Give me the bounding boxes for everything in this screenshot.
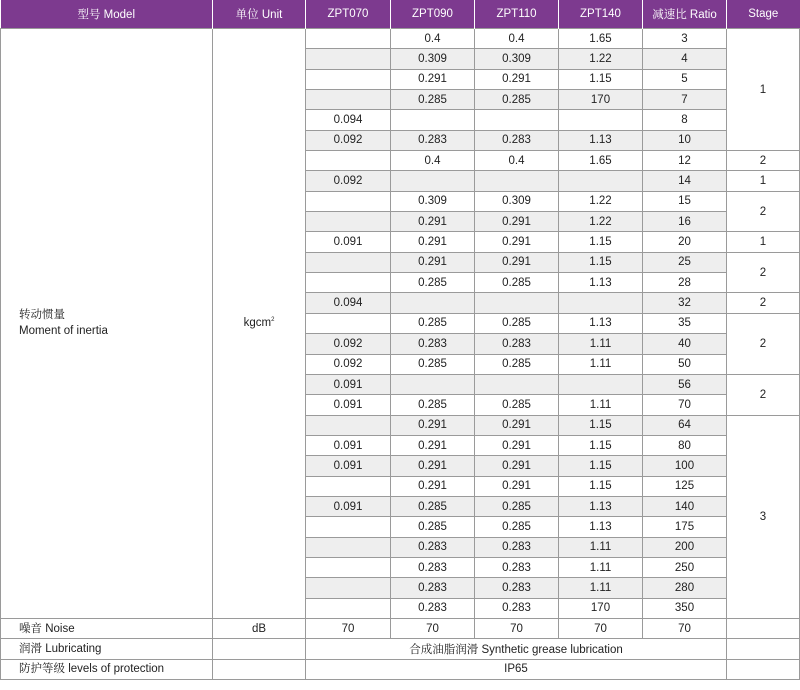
- cell-zpt140: 1.15: [559, 456, 643, 476]
- cell-zpt140: [559, 293, 643, 313]
- cell-zpt070: [306, 557, 391, 577]
- noise-zpt090: 70: [391, 618, 475, 638]
- cell-zpt070: 0.092: [306, 354, 391, 374]
- cell-zpt140: 1.11: [559, 334, 643, 354]
- cell-zpt110: 0.285: [475, 395, 559, 415]
- cell-zpt140: 1.15: [559, 415, 643, 435]
- cell-zpt110: 0.283: [475, 334, 559, 354]
- cell-ratio: 280: [643, 578, 727, 598]
- cell-zpt110: 0.283: [475, 130, 559, 150]
- lubricating-unit: [213, 639, 306, 659]
- cell-zpt090: 0.291: [391, 69, 475, 89]
- cell-ratio: 140: [643, 496, 727, 516]
- cell-zpt070: [306, 598, 391, 618]
- cell-zpt140: [559, 110, 643, 130]
- header-zpt140: ZPT140: [559, 0, 643, 29]
- lubricating-stage: [727, 639, 800, 659]
- noise-label: 噪音 Noise: [1, 618, 213, 638]
- cell-zpt140: 1.15: [559, 69, 643, 89]
- table-row: [1, 29, 800, 49]
- cell-zpt110: 0.285: [475, 90, 559, 110]
- noise-zpt110: 70: [475, 618, 559, 638]
- header-zpt090: ZPT090: [391, 0, 475, 29]
- cell-zpt140: 1.11: [559, 354, 643, 374]
- cell-ratio: 100: [643, 456, 727, 476]
- header-zpt070: ZPT070: [306, 0, 391, 29]
- noise-ratio: 70: [643, 618, 727, 638]
- cell-zpt090: 0.283: [391, 598, 475, 618]
- cell-zpt140: 1.11: [559, 395, 643, 415]
- lubricating-value: 合成油脂润滑 Synthetic grease lubrication: [306, 639, 727, 659]
- cell-zpt070: 0.091: [306, 496, 391, 516]
- cell-zpt090: 0.285: [391, 517, 475, 537]
- cell-zpt070: [306, 69, 391, 89]
- cell-stage: 1: [727, 171, 800, 191]
- header-model: 型号 Model: [1, 0, 213, 29]
- cell-zpt070: [306, 49, 391, 69]
- cell-zpt140: 1.15: [559, 232, 643, 252]
- cell-zpt140: 1.13: [559, 313, 643, 333]
- cell-zpt090: 0.291: [391, 212, 475, 232]
- cell-zpt070: 0.094: [306, 293, 391, 313]
- inertia-body: [1, 29, 800, 619]
- cell-ratio: 16: [643, 212, 727, 232]
- cell-zpt090: 0.309: [391, 191, 475, 211]
- cell-zpt090: 0.285: [391, 395, 475, 415]
- cell-ratio: 250: [643, 557, 727, 577]
- cell-zpt090: 0.4: [391, 151, 475, 171]
- cell-zpt110: 0.285: [475, 313, 559, 333]
- cell-zpt090: 0.283: [391, 537, 475, 557]
- cell-zpt140: 1.65: [559, 151, 643, 171]
- cell-zpt090: 0.291: [391, 252, 475, 272]
- lubricating-label: 润滑 Lubricating: [1, 639, 213, 659]
- cell-zpt070: [306, 151, 391, 171]
- cell-zpt110: 0.283: [475, 578, 559, 598]
- cell-zpt090: [391, 110, 475, 130]
- cell-zpt090: 0.285: [391, 313, 475, 333]
- cell-ratio: 40: [643, 334, 727, 354]
- cell-ratio: 8: [643, 110, 727, 130]
- cell-zpt090: 0.283: [391, 130, 475, 150]
- cell-zpt070: 0.092: [306, 334, 391, 354]
- cell-zpt070: [306, 29, 391, 49]
- cell-zpt090: 0.291: [391, 476, 475, 496]
- cell-zpt070: 0.092: [306, 171, 391, 191]
- cell-zpt070: [306, 90, 391, 110]
- cell-stage: 2: [727, 293, 800, 313]
- cell-stage: 2: [727, 313, 800, 374]
- protection-label: 防护等级 levels of protection: [1, 659, 213, 679]
- cell-zpt110: 0.285: [475, 517, 559, 537]
- cell-ratio: 10: [643, 130, 727, 150]
- header-zpt110: ZPT110: [475, 0, 559, 29]
- noise-row: [1, 618, 800, 638]
- cell-zpt070: [306, 313, 391, 333]
- cell-zpt090: 0.285: [391, 273, 475, 293]
- cell-zpt090: 0.291: [391, 415, 475, 435]
- lubricating-row: [1, 639, 800, 659]
- cell-zpt070: [306, 273, 391, 293]
- cell-zpt140: [559, 374, 643, 394]
- cell-ratio: 7: [643, 90, 727, 110]
- cell-ratio: 32: [643, 293, 727, 313]
- noise-zpt140: 70: [559, 618, 643, 638]
- cell-zpt140: 1.65: [559, 29, 643, 49]
- cell-zpt140: 1.13: [559, 496, 643, 516]
- cell-zpt110: 0.4: [475, 29, 559, 49]
- cell-zpt090: [391, 171, 475, 191]
- cell-ratio: 20: [643, 232, 727, 252]
- cell-zpt140: 1.22: [559, 212, 643, 232]
- cell-ratio: 25: [643, 252, 727, 272]
- inertia-unit-sup: 2: [271, 317, 275, 324]
- cell-zpt140: [559, 171, 643, 191]
- cell-zpt140: 1.11: [559, 578, 643, 598]
- cell-ratio: 70: [643, 395, 727, 415]
- inertia-unit: [213, 29, 306, 619]
- cell-zpt070: 0.091: [306, 395, 391, 415]
- cell-zpt140: 170: [559, 598, 643, 618]
- cell-zpt110: [475, 374, 559, 394]
- noise-unit: dB: [213, 618, 306, 638]
- protection-value: IP65: [306, 659, 727, 679]
- cell-zpt110: 0.291: [475, 252, 559, 272]
- cell-stage: 1: [727, 232, 800, 252]
- cell-zpt110: [475, 293, 559, 313]
- inertia-unit-base: kgcm: [243, 317, 272, 330]
- noise-zpt070: 70: [306, 618, 391, 638]
- cell-zpt110: 0.291: [475, 476, 559, 496]
- cell-ratio: 175: [643, 517, 727, 537]
- header-ratio: 减速比 Ratio: [643, 0, 727, 29]
- cell-zpt070: [306, 252, 391, 272]
- cell-zpt090: 0.285: [391, 496, 475, 516]
- cell-stage: 1: [727, 29, 800, 151]
- cell-stage: 2: [727, 191, 800, 232]
- cell-zpt090: 0.285: [391, 354, 475, 374]
- cell-zpt110: 0.285: [475, 354, 559, 374]
- cell-ratio: 350: [643, 598, 727, 618]
- cell-ratio: 28: [643, 273, 727, 293]
- cell-zpt090: [391, 293, 475, 313]
- cell-stage: 2: [727, 374, 800, 415]
- cell-zpt110: 0.291: [475, 435, 559, 455]
- cell-zpt090: 0.309: [391, 49, 475, 69]
- cell-zpt090: 0.283: [391, 578, 475, 598]
- cell-zpt140: 1.11: [559, 537, 643, 557]
- cell-zpt110: 0.4: [475, 151, 559, 171]
- cell-zpt110: 0.291: [475, 69, 559, 89]
- cell-zpt070: [306, 578, 391, 598]
- cell-ratio: 56: [643, 374, 727, 394]
- noise-stage: [727, 618, 800, 638]
- cell-stage: 2: [727, 151, 800, 171]
- cell-zpt070: 0.091: [306, 456, 391, 476]
- protection-row: [1, 659, 800, 679]
- cell-zpt070: 0.091: [306, 374, 391, 394]
- cell-zpt070: [306, 476, 391, 496]
- cell-ratio: 12: [643, 151, 727, 171]
- cell-zpt090: 0.291: [391, 435, 475, 455]
- cell-zpt090: 0.291: [391, 232, 475, 252]
- cell-zpt110: 0.291: [475, 212, 559, 232]
- cell-zpt070: 0.091: [306, 232, 391, 252]
- cell-zpt140: 1.15: [559, 252, 643, 272]
- inertia-label: [1, 29, 213, 619]
- protection-unit: [213, 659, 306, 679]
- cell-zpt140: 1.15: [559, 435, 643, 455]
- cell-zpt140: 1.13: [559, 517, 643, 537]
- cell-zpt090: [391, 374, 475, 394]
- cell-zpt070: 0.092: [306, 130, 391, 150]
- cell-zpt110: 0.285: [475, 273, 559, 293]
- cell-zpt090: 0.291: [391, 456, 475, 476]
- inertia-label-cn: 转动惯量: [19, 309, 65, 322]
- cell-zpt140: 1.15: [559, 476, 643, 496]
- cell-zpt110: 0.291: [475, 456, 559, 476]
- cell-zpt110: 0.291: [475, 415, 559, 435]
- cell-zpt090: 0.285: [391, 90, 475, 110]
- cell-ratio: 4: [643, 49, 727, 69]
- cell-zpt110: 0.283: [475, 598, 559, 618]
- header-row: [1, 0, 800, 29]
- cell-zpt070: [306, 191, 391, 211]
- cell-zpt140: 1.13: [559, 130, 643, 150]
- cell-ratio: 80: [643, 435, 727, 455]
- header-stage: Stage: [727, 0, 800, 29]
- cell-ratio: 35: [643, 313, 727, 333]
- cell-zpt110: 0.285: [475, 496, 559, 516]
- cell-zpt090: 0.4: [391, 29, 475, 49]
- cell-zpt110: 0.291: [475, 232, 559, 252]
- cell-zpt090: 0.283: [391, 334, 475, 354]
- cell-zpt070: [306, 415, 391, 435]
- cell-zpt140: 1.22: [559, 49, 643, 69]
- header-unit: 单位 Unit: [213, 0, 306, 29]
- cell-zpt140: 1.13: [559, 273, 643, 293]
- cell-zpt070: [306, 212, 391, 232]
- cell-zpt110: [475, 171, 559, 191]
- cell-zpt140: 170: [559, 90, 643, 110]
- cell-ratio: 15: [643, 191, 727, 211]
- cell-zpt140: 1.11: [559, 557, 643, 577]
- cell-ratio: 5: [643, 69, 727, 89]
- cell-zpt110: 0.283: [475, 557, 559, 577]
- cell-zpt090: 0.283: [391, 557, 475, 577]
- cell-ratio: 125: [643, 476, 727, 496]
- cell-ratio: 50: [643, 354, 727, 374]
- cell-zpt110: 0.309: [475, 49, 559, 69]
- cell-ratio: 3: [643, 29, 727, 49]
- inertia-label-en: Moment of inertia: [19, 325, 108, 338]
- cell-ratio: 200: [643, 537, 727, 557]
- cell-zpt070: 0.091: [306, 435, 391, 455]
- cell-ratio: 64: [643, 415, 727, 435]
- cell-zpt140: 1.22: [559, 191, 643, 211]
- protection-stage: [727, 659, 800, 679]
- cell-zpt110: 0.283: [475, 537, 559, 557]
- cell-ratio: 14: [643, 171, 727, 191]
- cell-zpt110: 0.309: [475, 191, 559, 211]
- cell-zpt070: [306, 537, 391, 557]
- cell-zpt070: 0.094: [306, 110, 391, 130]
- cell-stage: 2: [727, 252, 800, 293]
- cell-zpt070: [306, 517, 391, 537]
- cell-stage: 3: [727, 415, 800, 618]
- cell-zpt110: [475, 110, 559, 130]
